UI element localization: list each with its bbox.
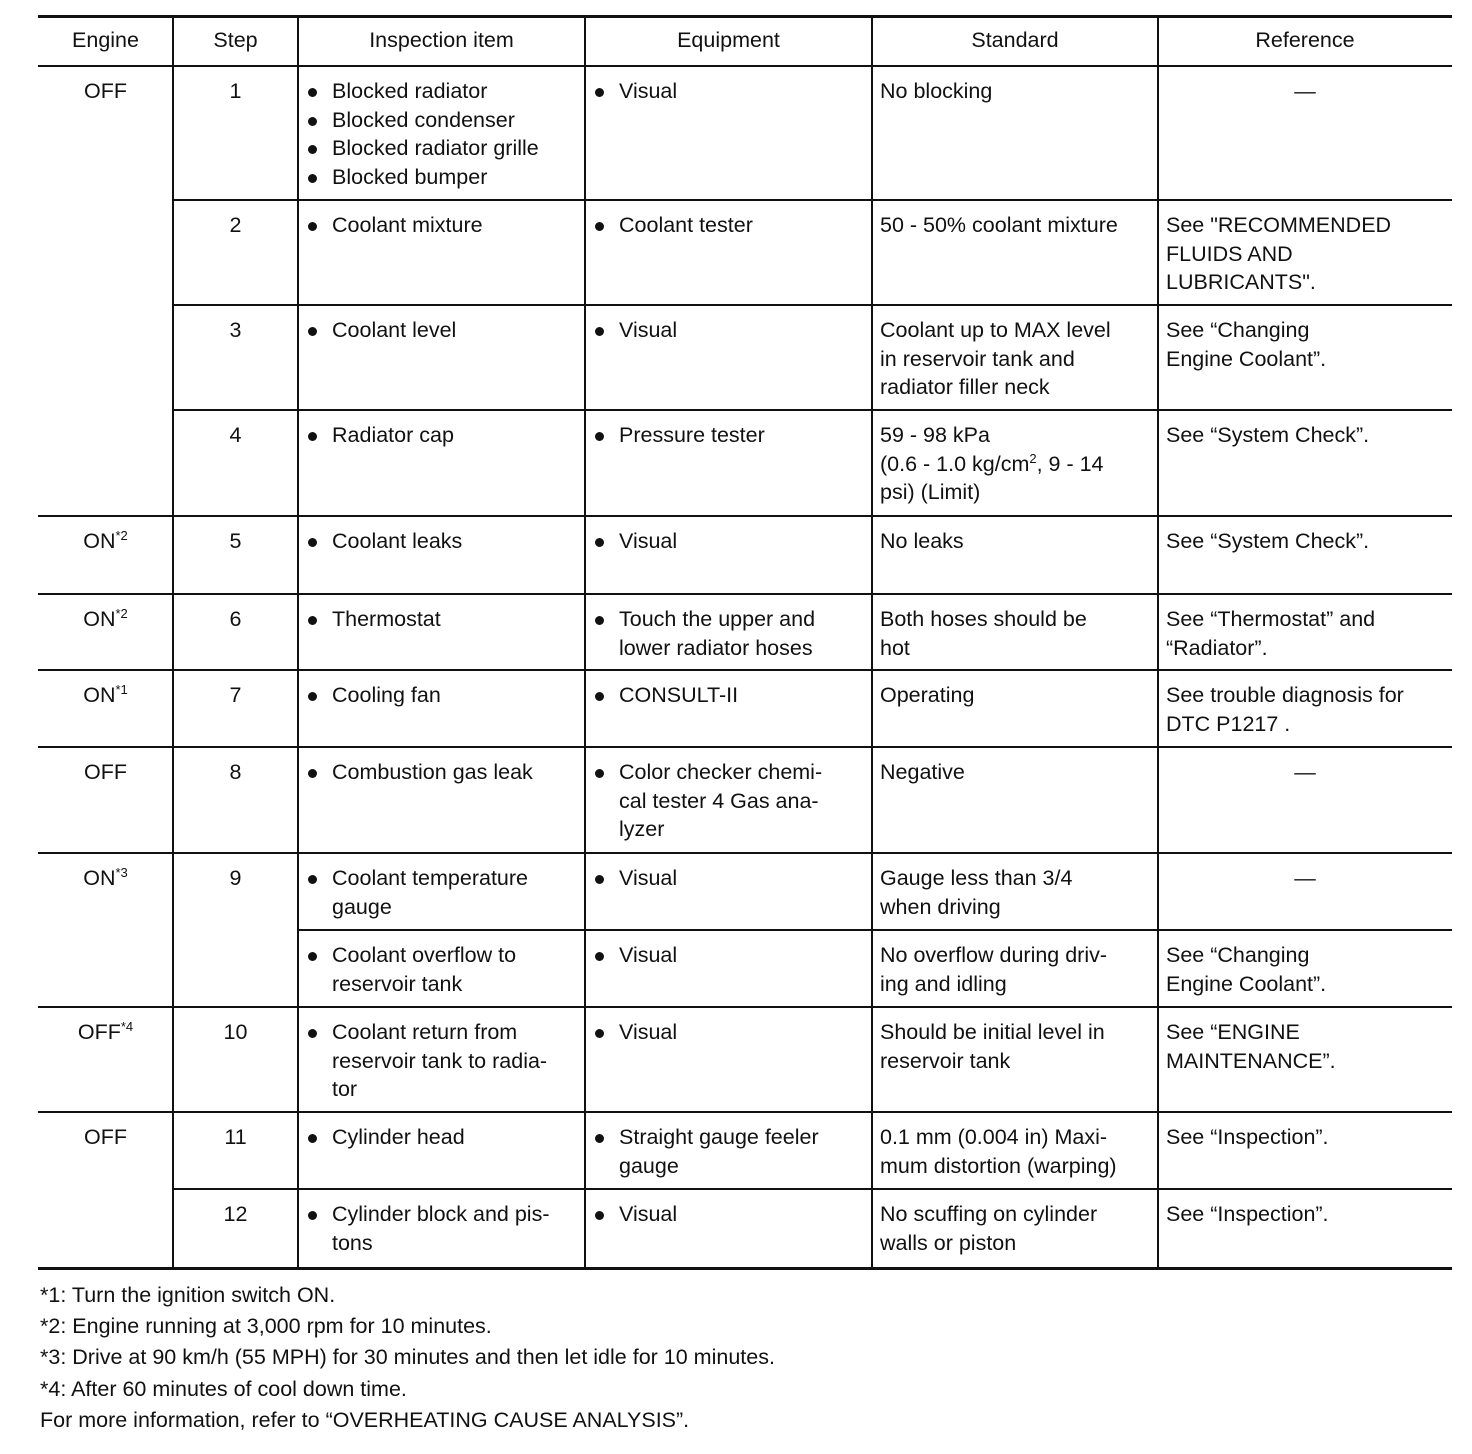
equipment-line: Visual	[593, 77, 866, 106]
reference-line: —	[1294, 866, 1316, 890]
standard-cell	[872, 1200, 1158, 1257]
inspection-item-line: Coolant leaks	[306, 527, 579, 556]
equipment-cell	[585, 1200, 872, 1229]
equipment-cell	[585, 605, 872, 662]
standard-cell	[872, 605, 1158, 662]
step-cell: 1	[229, 79, 242, 103]
standard-text: ing and idling	[880, 971, 1007, 996]
standard-text: walls or piston	[880, 1230, 1017, 1255]
step-cell: 8	[229, 760, 242, 784]
inspection-item-cell	[298, 77, 585, 191]
standard-superscript: 2	[1029, 450, 1037, 466]
row-divider	[38, 515, 1452, 517]
column-header-reference: Reference	[1255, 28, 1355, 52]
inspection-item-cell	[298, 941, 585, 998]
equipment-line: Visual	[593, 316, 866, 345]
standard-text: No leaks	[880, 529, 964, 553]
engine-footnote-ref: *1	[115, 682, 128, 697]
equipment-line: lower radiator hoses	[619, 635, 813, 660]
inspection-item-line: Blocked radiator grille	[306, 134, 579, 163]
reference-line: See “Inspection”.	[1166, 1125, 1329, 1149]
table-top-rule	[38, 15, 1452, 18]
standard-line	[880, 1123, 1152, 1152]
equipment-cell	[585, 527, 872, 556]
reference-cell	[1158, 941, 1452, 998]
inspection-item-line: Blocked condenser	[306, 106, 579, 135]
standard-text: 0.1 mm (0.004 in) Maxi-	[880, 1125, 1108, 1149]
step-cell: 5	[229, 529, 242, 553]
reference-cell	[1158, 605, 1452, 662]
equipment-cell	[585, 316, 872, 345]
reference-line: See trouble diagnosis for	[1166, 683, 1404, 707]
equipment-cell	[585, 941, 872, 970]
inspection-item-cell	[298, 681, 585, 710]
standard-text: reservoir tank	[880, 1048, 1011, 1073]
equipment-cell	[585, 1123, 872, 1180]
step-cell: 10	[223, 1020, 248, 1044]
standard-line	[880, 373, 1152, 402]
engine-cell	[38, 605, 173, 634]
reference-line: LUBRICANTS".	[1166, 270, 1316, 294]
equipment-cell	[585, 77, 872, 106]
reference-line: See “System Check”.	[1166, 529, 1370, 553]
row-divider	[173, 304, 1452, 306]
reference-cell	[1158, 77, 1452, 106]
equipment-line: Coolant tester	[593, 211, 866, 240]
row-divider	[38, 852, 1452, 854]
standard-text: Both hoses should be	[880, 607, 1087, 631]
equipment-line: Visual	[593, 941, 866, 970]
standard-text: in reservoir tank and	[880, 346, 1075, 371]
row-divider	[38, 1006, 1452, 1008]
standard-line	[880, 864, 1152, 893]
equipment-line: gauge	[619, 1153, 679, 1178]
engine-state: OFF	[84, 79, 127, 103]
standard-line	[880, 605, 1152, 634]
reference-cell	[1158, 1018, 1452, 1075]
row-divider	[173, 1188, 1452, 1190]
equipment-line: CONSULT-II	[593, 681, 866, 710]
standard-text: No scuffing on cylinder	[880, 1202, 1098, 1226]
standard-line	[880, 1229, 1152, 1258]
equipment-cell	[585, 421, 872, 450]
equipment-line: Color checker chemi-	[593, 758, 866, 787]
reference-cell	[1158, 681, 1452, 738]
standard-line	[880, 316, 1152, 345]
reference-line: —	[1294, 760, 1316, 784]
standard-cell	[872, 77, 1158, 106]
equipment-cell	[585, 681, 872, 710]
reference-cell	[1158, 316, 1452, 373]
reference-line: Engine Coolant”.	[1166, 346, 1327, 371]
step-cell: 12	[223, 1202, 248, 1226]
inspection-item-line: Thermostat	[306, 605, 579, 634]
inspection-item-cell	[298, 211, 585, 240]
standard-line	[880, 211, 1152, 240]
engine-footnote-ref: *4	[120, 1019, 134, 1034]
reference-line: FLUIDS AND	[1166, 241, 1293, 266]
row-divider	[298, 929, 1452, 931]
standard-line	[880, 970, 1152, 999]
standard-text: Should be initial level in	[880, 1020, 1105, 1044]
engine-cell	[38, 77, 173, 106]
footnote-line: *3: Drive at 90 km/h (55 MPH) for 30 minutes and then let idle for 10 minutes.	[40, 1345, 775, 1370]
inspection-item-line: Blocked bumper	[306, 163, 579, 192]
standard-line	[880, 77, 1152, 106]
inspection-item-cell	[298, 1123, 585, 1152]
standard-cell	[872, 1018, 1158, 1075]
equipment-line: Visual	[593, 527, 866, 556]
equipment-line: Visual	[593, 1200, 866, 1229]
inspection-item-cell	[298, 758, 585, 787]
reference-line: DTC P1217 .	[1166, 711, 1291, 736]
standard-line: psi) (Limit)	[880, 480, 981, 504]
reference-line: “Radiator”.	[1166, 635, 1268, 660]
standard-cell	[872, 316, 1158, 402]
step-cell: 4	[229, 423, 242, 447]
inspection-item-line: Radiator cap	[306, 421, 579, 450]
standard-line	[880, 345, 1152, 374]
standard-text: mum distortion (warping)	[880, 1153, 1117, 1178]
standard-text: hot	[880, 635, 910, 660]
standard-text: radiator filler neck	[880, 375, 1050, 399]
standard-line	[880, 527, 1152, 556]
inspection-item-line: Coolant level	[306, 316, 579, 345]
equipment-line: Pressure tester	[593, 421, 866, 450]
standard-text: 50 - 50% coolant mixture	[880, 213, 1118, 237]
header-bottom-rule	[38, 65, 1452, 67]
inspection-item-line: Combustion gas leak	[306, 758, 579, 787]
inspection-item-cell	[298, 864, 585, 921]
engine-state: ON	[83, 866, 116, 890]
inspection-item-cell	[298, 527, 585, 556]
standard-text: Operating	[880, 683, 975, 707]
inspection-item-cell	[298, 421, 585, 450]
inspection-item-line: tor	[332, 1077, 358, 1101]
equipment-cell	[585, 864, 872, 893]
footnote-line: *2: Engine running at 3,000 rpm for 10 minutes.	[40, 1314, 492, 1339]
reference-line: See “Inspection”.	[1166, 1202, 1329, 1226]
standard-line	[880, 421, 1152, 450]
standard-line	[880, 450, 1152, 479]
engine-cell	[38, 1123, 173, 1152]
footnote-line: *1: Turn the ignition switch ON.	[40, 1283, 336, 1307]
standard-line	[880, 941, 1152, 970]
column-divider	[172, 15, 174, 1267]
engine-state: ON	[83, 607, 116, 631]
inspection-item-line: Cooling fan	[306, 681, 579, 710]
equipment-line: Straight gauge feeler	[593, 1123, 866, 1152]
standard-line	[880, 893, 1152, 922]
standard-line	[880, 1152, 1152, 1181]
engine-cell	[38, 758, 173, 787]
standard-cell	[872, 527, 1158, 556]
inspection-item-cell	[298, 316, 585, 345]
row-divider	[173, 199, 1452, 201]
footnote-line: For more information, refer to “OVERHEATING CAUSE ANALYSIS”.	[40, 1407, 690, 1432]
reference-cell	[1158, 527, 1452, 556]
reference-line: See "RECOMMENDED	[1166, 213, 1392, 237]
reference-line: See “ENGINE	[1166, 1020, 1300, 1044]
standard-cell	[872, 421, 1158, 507]
inspection-item-line: reservoir tank to radia-	[332, 1048, 548, 1073]
inspection-item-cell	[298, 1200, 585, 1257]
column-header-engine: Engine	[72, 28, 139, 52]
engine-cell	[38, 864, 173, 893]
column-header-equipment: Equipment	[677, 28, 780, 52]
engine-state: OFF	[84, 760, 127, 784]
reference-cell	[1158, 1200, 1452, 1229]
standard-line	[880, 1200, 1152, 1229]
equipment-cell	[585, 1018, 872, 1047]
equipment-line: Visual	[593, 864, 866, 893]
reference-cell	[1158, 864, 1452, 893]
table-bottom-rule	[38, 1267, 1452, 1270]
inspection-item-line: Coolant temperature	[306, 864, 579, 893]
step-cell: 7	[229, 683, 242, 707]
engine-cell	[38, 527, 173, 556]
inspection-item-line: gauge	[332, 894, 392, 919]
standard-line	[880, 1018, 1152, 1047]
reference-line: —	[1294, 79, 1316, 103]
inspection-item-line: Coolant mixture	[306, 211, 579, 240]
engine-cell	[38, 681, 173, 710]
footnotes	[40, 1280, 775, 1436]
standard-text: , 9 - 14	[1036, 451, 1104, 476]
engine-footnote-ref: *2	[115, 528, 128, 543]
engine-cell	[38, 1018, 173, 1047]
equipment-line: Touch the upper and	[593, 605, 866, 634]
standard-text: Gauge less than 3/4	[880, 866, 1073, 890]
standard-cell	[872, 211, 1158, 240]
step-cell: 2	[229, 213, 242, 237]
reference-line: MAINTENANCE”.	[1166, 1048, 1336, 1073]
standard-line	[880, 681, 1152, 710]
step-cell: 9	[229, 866, 242, 890]
standard-cell	[872, 681, 1158, 710]
inspection-item-line: tons	[332, 1230, 373, 1255]
step-cell: 6	[229, 607, 242, 631]
inspection-item-line: Coolant return from	[306, 1018, 579, 1047]
standard-cell	[872, 941, 1158, 998]
column-header-standard: Standard	[971, 28, 1059, 52]
standard-cell	[872, 1123, 1158, 1180]
standard-text: Coolant up to MAX level	[880, 318, 1111, 342]
reference-line: Engine Coolant”.	[1166, 971, 1327, 996]
standard-line	[880, 758, 1152, 787]
row-divider	[38, 1111, 1452, 1113]
standard-line	[880, 634, 1152, 663]
equipment-cell	[585, 211, 872, 240]
row-divider	[38, 593, 1452, 595]
standard-text: 59 - 98 kPa	[880, 423, 990, 447]
row-divider	[38, 669, 1452, 671]
inspection-item-line: Cylinder head	[306, 1123, 579, 1152]
step-cell: 3	[229, 318, 242, 342]
column-header-inspection-item: Inspection item	[369, 28, 514, 52]
engine-footnote-ref: *3	[115, 865, 128, 880]
standard-cell	[872, 864, 1158, 921]
step-cell: 11	[224, 1125, 247, 1149]
reference-cell	[1158, 758, 1452, 787]
engine-state: ON	[83, 529, 116, 553]
footnote-line: *4: After 60 minutes of cool down time.	[40, 1376, 407, 1401]
row-divider	[173, 409, 1452, 411]
reference-cell	[1158, 421, 1452, 450]
standard-text: No blocking	[880, 79, 993, 103]
inspection-item-line: reservoir tank	[332, 971, 463, 996]
engine-footnote-ref: *2	[115, 606, 128, 621]
inspection-item-cell	[298, 605, 585, 634]
engine-state: OFF	[77, 1020, 121, 1044]
standard-line	[880, 1047, 1152, 1076]
column-header-step: Step	[213, 28, 258, 52]
standard-text: Negative	[880, 760, 965, 784]
equipment-line: cal tester 4 Gas ana-	[619, 788, 819, 813]
engine-state: OFF	[84, 1125, 127, 1149]
engine-state: ON	[83, 683, 116, 707]
inspection-item-cell	[298, 1018, 585, 1104]
inspection-item-line: Blocked radiator	[306, 77, 579, 106]
row-divider	[38, 746, 1452, 748]
equipment-line: Visual	[593, 1018, 866, 1047]
inspection-item-line: Cylinder block and pis-	[306, 1200, 579, 1229]
standard-text: No overflow during driv-	[880, 943, 1108, 967]
equipment-line: lyzer	[619, 817, 665, 841]
inspection-item-line: Coolant overflow to	[306, 941, 579, 970]
standard-text: when driving	[880, 894, 1001, 919]
standard-text: (0.6 - 1.0 kg/cm	[880, 451, 1030, 476]
reference-line: See “Thermostat” and	[1166, 607, 1376, 631]
reference-line: See “System Check”.	[1166, 423, 1370, 447]
reference-cell	[1158, 1123, 1452, 1152]
standard-cell	[872, 758, 1158, 787]
reference-cell	[1158, 211, 1452, 297]
reference-line: See “Changing	[1166, 318, 1310, 342]
equipment-cell	[585, 758, 872, 844]
reference-line: See “Changing	[1166, 943, 1310, 967]
